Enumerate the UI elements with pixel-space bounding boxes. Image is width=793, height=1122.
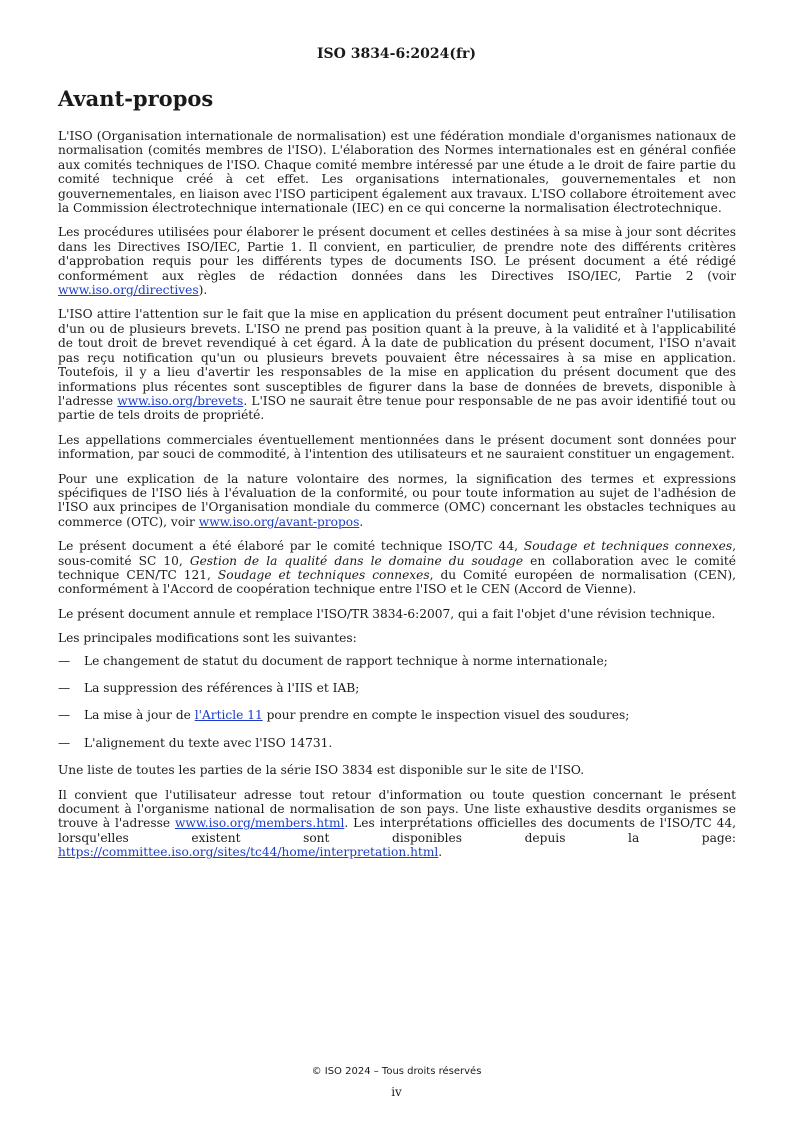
foreword-link[interactable]: www.iso.org/avant-propos xyxy=(198,514,360,529)
paragraph-replaces: Le présent document annule et remplace l'ISO/TR 3834-6:2007, qui a fait l'objet d'une révision technique. xyxy=(58,606,716,621)
paragraph-feedback: Il convient que l'utilisateur adresse tout retour d'information ou toute question concernant le présent document à l'organisme national de normalisation de son pays. Une liste exhaustive desdits organismes se trouve à l'adresse www.iso.org/members.html. Les interprétations officielles des documents de l'ISO/TC 44, lorsqu'elles existent sont disponibles depuis la page: https://committee.iso.org/sites/tc44/home/interpretation.html. xyxy=(58,787,736,860)
dash-marker: — xyxy=(58,653,71,668)
page-number: iv xyxy=(391,1085,402,1099)
paragraph-patents: L'ISO attire l'attention sur le fait que la mise en application du présent document peut entraîner l'utilisation d'un ou de plusieurs brevets. L'ISO ne prend pas position quant à la preuve, à la validité et à l'applicabilité de tout droit de brevet revendiqué à cet égard. À la date de publication du présent document, l'ISO n'avait pas reçu notification qu'un ou plusieurs brevets pouvaient être nécessaires à sa mise en application. Toutefois, il y a lieu d'avertir les responsables de la mise en application du présent document que des informations plus récentes sont susceptibles de figurer dans la base de données de brevets, disponible à l'adresse www.iso.org/brevets. L'ISO ne saurait être tenue pour responsable de ne pas avoir identifié tout ou partie de tels droits de propriété. xyxy=(58,307,737,423)
copyright-notice: © ISO 2024 – Tous droits réservés xyxy=(311,1066,482,1077)
paragraph-changes-intro: Les principales modifications sont les suivantes: xyxy=(58,631,357,646)
changes-list xyxy=(58,654,736,751)
document-header: ISO 3834-6:2024(fr) xyxy=(316,46,477,62)
paragraph-voluntary-nature: Pour une explication de la nature volontaire des normes, la signification des termes et expressions spécifiques de l'ISO liés à l'évaluation de la conformité, ou pour toute information au sujet de l'adhésion de l'ISO aux principes de l'Organisation mondiale du commerce (OMC) concernant les obstacles techniques au commerce (OTC), voir www.iso.org/avant-propos. xyxy=(58,471,736,529)
foreword-body xyxy=(58,129,736,870)
dash-marker: — xyxy=(58,681,71,695)
page-title: Avant-propos xyxy=(58,86,214,111)
interpretation-link[interactable]: https://committee.iso.org/sites/tc44/home/interpretation.html xyxy=(58,845,439,860)
dash-marker: — xyxy=(58,735,71,750)
directives-link[interactable]: www.iso.org/directives xyxy=(58,283,199,298)
paragraph-committee: Le présent document a été élaboré par le comité technique ISO/TC 44, Soudage et techniques connexes, sous-comité SC 10, Gestion de la qualité dans le domaine du soudage en collaboration avec le comité technique CEN/TC 121, Soudage et techniques connexes, du Comité européen de normalisation (CEN), conformément à l'Accord de coopération technique entre l'ISO et le CEN (Accord de Vienne). xyxy=(58,539,736,597)
paragraph-trade-names: Les appellations commerciales éventuellement mentionnées dans le présent document sont données pour information, par souci de commodité, à l'intention des utilisateurs et ne sauraient constituer un engagement. xyxy=(58,432,736,462)
paragraph-procedures: Les procédures utilisées pour élaborer le présent document et celles destinées à sa mise à jour sont décrites dans les Directives ISO/IEC, Partie 1. Il convient, en particulier, de prendre note des différents critères d'approbation requis pour les différents types de documents ISO. Le présent document a été rédigé conformément aux règles de rédaction données dans les Directives ISO/IEC, Partie 2 (voir www.iso.org/directives). xyxy=(58,225,736,298)
patents-link[interactable]: www.iso.org/brevets xyxy=(117,393,244,408)
list-item: — La suppression des références à l'IIS et IAB; xyxy=(58,681,360,695)
article-11-link[interactable]: l'Article 11 xyxy=(194,708,263,723)
paragraph-series-list: Une liste de toutes les parties de la série ISO 3834 est disponible sur le site de l'ISO. xyxy=(58,763,585,778)
list-item: — L'alignement du texte avec l'ISO 14731. xyxy=(58,735,333,750)
paragraph-iso-intro: L'ISO (Organisation internationale de normalisation) est une fédération mondiale d'organismes nationaux de normalisation (comités membres de l'ISO). L'élaboration des Normes internationales est en général confiée aux comités techniques de l'ISO. Chaque comité membre intéressé par une étude a le droit de faire partie du comité technique créé à cet effet. Les organisations internationales, gouvernementales et non gouvernementales, en liaison avec l'ISO participent également aux travaux. L'ISO collabore étroitement avec la Commission électrotechnique internationale (IEC) en ce qui concerne la normalisation électrotechnique. xyxy=(58,129,736,216)
list-item: — Le changement de statut du document de rapport technique à norme internationale; xyxy=(58,653,608,668)
list-item: — La mise à jour de l'Article 11 pour prendre en compte le inspection visuel des soudures; xyxy=(58,708,630,723)
members-link[interactable]: www.iso.org/members.html xyxy=(174,816,345,831)
dash-marker: — xyxy=(58,708,71,723)
